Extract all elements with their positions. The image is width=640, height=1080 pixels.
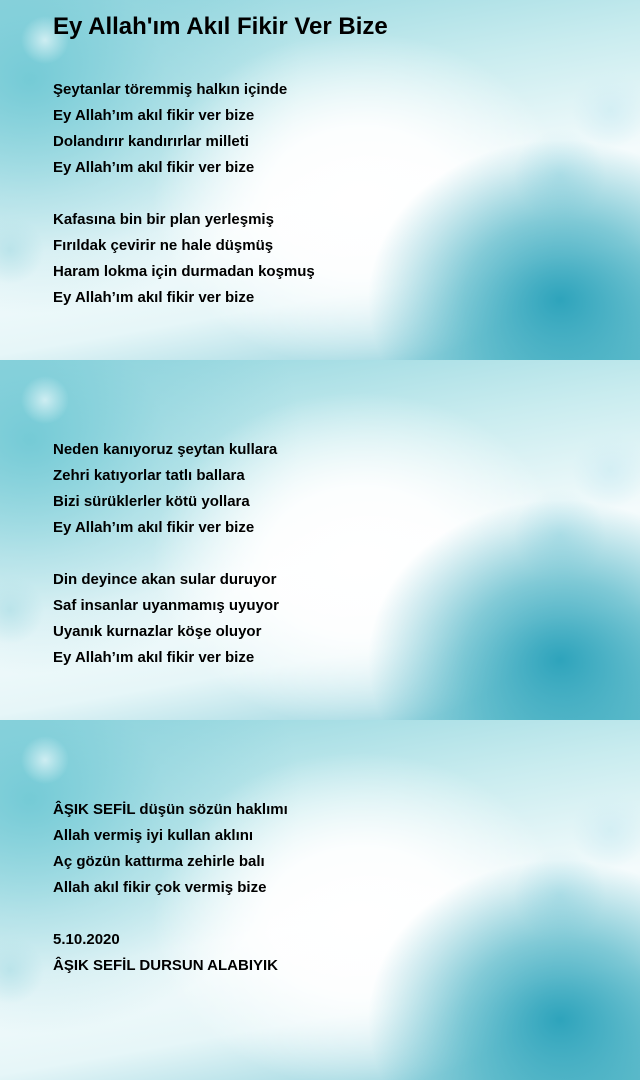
poem-line: Şeytanlar töremmiş halkın içinde (53, 81, 288, 98)
poem-line: ÂŞIK SEFİL düşün sözün haklımı (53, 801, 288, 818)
poem-line: Neden kanıyoruz şeytan kullara (53, 441, 278, 458)
poem-line: Allah vermiş iyi kullan aklını (53, 827, 254, 844)
poem-line: Ey Allah’ım akıl fikir ver bize (53, 289, 255, 306)
poem-line: Din deyince akan sular duruyor (53, 571, 277, 588)
stanza-5 (53, 797, 288, 901)
poem-line: Haram lokma için durmadan koşmuş (53, 263, 315, 280)
poem-panel-3 (0, 720, 640, 1080)
stanza-3 (53, 437, 277, 541)
signature-block (53, 927, 278, 979)
stanza-4 (53, 567, 279, 671)
poem-line: Uyanık kurnazlar köşe oluyor (53, 623, 262, 640)
poem-line: Fırıldak çevirir ne hale düşmüş (53, 237, 274, 254)
poem-line: Ey Allah’ım akıl fikir ver bize (53, 649, 255, 666)
poem-panel-1 (0, 0, 640, 360)
stanza-2 (53, 207, 315, 311)
poem-author: ÂŞIK SEFİL DURSUN ALABIYIK (53, 957, 279, 974)
poem-line: Bizi sürüklerler kötü yollara (53, 493, 250, 510)
poem-line: Aç gözün kattırma zehirle balı (53, 853, 265, 870)
stanza-1 (53, 77, 287, 181)
poem-line: Ey Allah’ım akıl fikir ver bize (53, 519, 255, 536)
poem-line: Allah akıl fikir çok vermiş bize (53, 879, 267, 896)
poem-line: Ey Allah’ım akıl fikir ver bize (53, 107, 255, 124)
poem-line: Zehri katıyorlar tatlı ballara (53, 467, 245, 484)
poem-line: Ey Allah’ım akıl fikir ver bize (53, 159, 255, 176)
poem-date: 5.10.2020 (53, 931, 120, 948)
poem-line: Kafasına bin bir plan yerleşmiş (53, 211, 274, 228)
poem-title: Ey Allah'ım Akıl Fikir Ver Bize (53, 13, 388, 40)
poem-panel-2 (0, 360, 640, 720)
poem-line: Dolandırır kandırırlar milleti (53, 133, 249, 150)
poem-line: Saf insanlar uyanmamış uyuyor (53, 597, 279, 614)
